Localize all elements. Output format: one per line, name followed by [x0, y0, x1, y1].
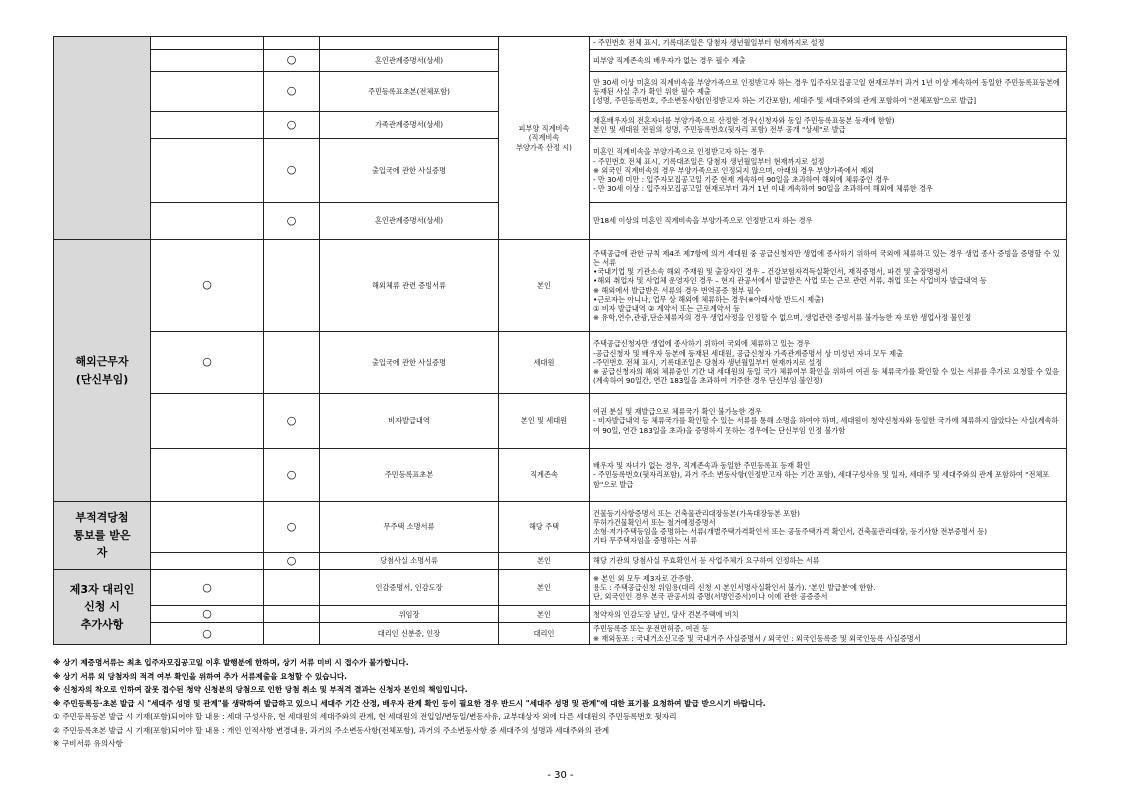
check-mark: ○ — [151, 332, 264, 394]
group-cell: 본인 — [499, 240, 590, 332]
check-mark: ○ — [151, 606, 264, 623]
document-name: 비자발급내역 — [320, 394, 499, 449]
note-5: ① 주민등록등본 발급 시 기재(포함)되어야 할 내용 : 세대 구성사유, 현 세대원의 세대주와의 관계, 현 세대원의 전입일/변동일/변동사유, 교부대상자 외에 다른 세대원의 주민등록번호 뒷자리 — [53, 712, 677, 721]
check-mark: ○ — [151, 570, 264, 606]
document-name: 인감증명서, 인감도장 — [320, 570, 499, 606]
requirement-desc: 배우자 및 자녀가 없는 경우, 직계존속과 동일한 주민등록표 등재 확인 - 주민등록번호(뒷자리포함), 과거 주소 변동사항(인정받고자 하는 기간 포함), 세대구성사유 및 일자, 세대주 및 세대주와의 관계 포함하여 "전체포함"으로 발급 — [590, 449, 1067, 502]
note-4: ※ 주민등록등·초본 발급 시 "세대주 성명 및 관계"를 생략하여 발급하고 있으니 세대주 기간 산정, 배우자 관계 확인 등이 필요한 경우 반드시 "세대주 성명 및 관계"에 대한 표기를 요청하여 발급 받으시기 바랍니다. — [53, 698, 766, 708]
requirement-desc: 해당 기관의 당첨사실 무효확인서 등 사업주체가 요구하여 인정하는 서류 — [590, 553, 1067, 570]
requirement-desc: 미혼인 직계비속을 부양가족으로 인정받고자 하는 경우 - 주민번호 전체 표시, 기록대조일은 당첨자 생년월일부터 현재까지로 설정 ※ 외국인 직계비속의 경우 부양가족으로 인정되지 않으며, 아래의 경우 부양가족에서 제외 - 만 30세 미만 : 입주자모집공고일 기준 현재 계속하여 90일을 초과하여 해외에 체류중인 경우 - 만 30세 이상 : 입주자모집공고일 현재로부터 과거 1년 이내 계속하여 90일을 초과하여 해외에 체류한 경우 — [590, 139, 1067, 203]
document-name: 주민등록표초본 — [320, 449, 499, 502]
document-name: 출입국에 관한 사실증명 — [320, 332, 499, 394]
requirement-desc: 주택공급신청자만 생업에 종사하기 위하여 국외에 체류하고 있는 경우 -공급신청자 및 배우자 등본에 등재된 세대원, 공급신청자 가족관계증명서 상 미성년 자녀 모두 제출 -주민번호 전체 표시, 기록대조일은 당첨자 생년월일부터 현재까지로 설정 ※ 공급신청자의 해외 체류중인 기간 내 세대원의 동일 국가 체류여부 확인을 위하여 여권 등 체류국가를 확인할 수 있는 서류를 추가로 요청할 수 있음(계속하여 90일간, 연간 183일을 초과하여 거주한 경우 단신부임 불인정) — [590, 332, 1067, 394]
table-row — [54, 570, 1067, 606]
table-row — [54, 394, 1067, 449]
check-mark: ○ — [264, 72, 320, 112]
category-ineligible: 부적격당첨 통보를 받은 자 — [54, 502, 151, 570]
table-row — [54, 553, 1067, 570]
requirement-desc: 만 30세 이상 미혼의 직계비속을 부양가족으로 인정받고자 하는 경우 입주자모집공고일 현재로부터 과거 1년 이상 계속하여 동일한 주민등록표등본에 등재된 사실 추가 확인 위한 필수 제출 [성명, 주민등록번호, 주소변동사항(인정받고자 하는 기간포함), 세대주 및 세대주와의 관계 포함하여 "전체포함"으로 발급] — [590, 72, 1067, 112]
check-mark: ○ — [264, 394, 320, 449]
check-mark: ○ — [151, 240, 264, 332]
requirement-desc: 피부양 직계존속의 배우자가 없는 경우 필수 제출 — [590, 50, 1067, 72]
footnotes — [53, 656, 1066, 751]
document-name: 해외체류 관련 증빙서류 — [320, 240, 499, 332]
document-name: 주민등록표초본(전체포함) — [320, 72, 499, 112]
document-name: 혼인관계증명서(상세) — [320, 203, 499, 240]
requirement-desc: 재혼배우자의 전혼자녀를 부양가족으로 산정한 경우(신청자와 동일 주민등록표등본 등재에 한함) 본인 및 세대원 전원의 성명, 주민등록번호(뒷자리 포함) 전부 공개 "상세"로 발급 — [590, 112, 1067, 139]
table-row — [54, 449, 1067, 502]
document-name: 무주택 소명서류 — [320, 502, 499, 553]
requirement-desc: - 주민번호 전체 표시, 기록대조일은 당첨자 생년월일부터 현재까지로 설정 — [590, 37, 1067, 50]
note-2: ※ 상기 서류 외 당첨자의 적격 여부 확인을 위하여 추가 서류제출을 요청할 수 있습니다. — [53, 671, 348, 681]
requirement-desc: ※ 본인 외 모두 제3자로 간주함. 용도 : 주택공급신청 위임용(대리 신청 시 본인서명사실확인서 불가). '본인 발급분'에 한함. 단, 외국인인 경우 본국 관공서의 증명(서명인증서)이나 이에 관한 공증증서 — [590, 570, 1067, 606]
category-cell-continued — [54, 37, 151, 240]
check-mark: ○ — [264, 112, 320, 139]
page-number: - 30 - — [547, 770, 574, 781]
group-cell: 대리인 — [499, 623, 590, 645]
check-mark: ○ — [264, 203, 320, 240]
table-row — [54, 502, 1067, 553]
group-cell: 해당 주택 — [499, 502, 590, 553]
check-mark: ○ — [264, 139, 320, 203]
table-row — [54, 623, 1067, 645]
group-cell: 세대원 — [499, 332, 590, 394]
table-row — [54, 332, 1067, 394]
document-table — [53, 36, 1067, 645]
check-mark: ○ — [264, 553, 320, 570]
document-name: 대리인 신분증, 인장 — [320, 623, 499, 645]
note-7: ※ 구비서류 유의사항 — [53, 739, 123, 748]
note-3: ※ 신청자의 착오로 인하여 잘못 접수된 청약 신청분의 당첨으로 인한 당첨 취소 및 부적격 결과는 신청자 본인의 책임입니다. — [53, 685, 468, 694]
requirement-desc: 주민등록증 또는 운전면허증, 여권 등 ※ 재외동포 : 국내거소신고증 및 국내거주 사실증명서 / 외국인 : 외국인등록증 및 외국인등록 사실증명서 — [590, 623, 1067, 645]
document-name: 위임장 — [320, 606, 499, 623]
category-overseas: 해외근무자 (단신부임) — [54, 240, 151, 502]
category-proxy: 제3자 대리인 신청 시 추가사항 — [54, 570, 151, 645]
check-mark: ○ — [264, 50, 320, 72]
requirement-desc: 주택공급에 관한 규칙 제4조 제7항에 의거 세대원 중 공급신청자만 생업에 종사하기 위하여 국외에 체류하고 있는 경우 생업 종사 증빙을 증명할 수 있는 서류 •국내기업 및 기관소속 해외 주재원 및 출장자인 경우 – 건강보험자격득실확인서, 재직증명서, 파견 및 출장명령서 •해외 취업자 및 사업체 운영자인 경우 – 현지 관공서에서 발급받은 사업 또는 근로 관련 서류, 취업 또는 사업비자 발급내역 등 ※ 해외에서 발급받은 서류의 경우 번역공증 첨부 필수 •근로자는 아니나, 업무 상 해외에 체류하는 경우(※아래사항 반드시 제출) ① 비자 발급내역 ② 계약서 또는 근로계약서 등 ※ 유학,연수,관광,단순체류자의 경우 생업사정을 인정할 수 없으며, 생업관련 증빙서류 불가능한 자 또한 생업사정 불인정 — [590, 240, 1067, 332]
group-cell: 본인 — [499, 553, 590, 570]
table-row — [54, 37, 1067, 50]
check-mark: ○ — [151, 623, 264, 645]
document-name: 출입국에 관한 사실증명 — [320, 139, 499, 203]
requirement-desc: 건물등기사항증명서 또는 건축물관리대장등본(가옥대장등본 포함) 무허가건물확인서 또는 철거예정증명서 소형·저가주택등임을 증명하는 서류(개별주택가격확인서 또는 공동주택가격 확인서, 건축물관리대장, 등기사항 전부증명서 등) 기타 무주택자임을 증명하는 서류 — [590, 502, 1067, 553]
check-mark: ○ — [264, 449, 320, 502]
document-name: 가족관계증명서(상세) — [320, 112, 499, 139]
table-row — [54, 240, 1067, 332]
document-name: 당첨사실 소명서류 — [320, 553, 499, 570]
group-cell: 본인 및 세대원 — [499, 394, 590, 449]
requirement-desc: 만18세 이상의 미혼인 직계비속을 부양가족으로 인정받고자 하는 경우 — [590, 203, 1067, 240]
table-row — [54, 606, 1067, 623]
requirement-desc: 청약자의 인감도장 날인, 당사 견본주택에 비치 — [590, 606, 1067, 623]
group-cell: 본인 — [499, 606, 590, 623]
note-6: ② 주민등록초본 발급 시 기재(포함)되어야 할 내용 : 개인 인적사항 변경내용, 과거의 주소변동사항(전체포함), 과거의 주소변동사항 중 세대주의 성명과 세대주와의 관계 — [53, 725, 610, 735]
note-1: ※ 상기 제증명서류는 최초 입주자모집공고일 이후 발행분에 한하며, 상기 서류 미비 시 접수가 불가합니다. — [53, 658, 409, 667]
document-name: 혼인관계증명서(상세) — [320, 50, 499, 72]
check-mark: ○ — [264, 502, 320, 553]
group-cell: 피부양 직계비속 (직계비속 부양가족 산정 시) — [499, 37, 590, 240]
requirement-desc: 여권 분실 및 재발급으로 체류국가 확인 불가능한 경우 - 비자발급내역 등 체류국가를 확인할 수 있는 서류를 통해 소명을 하여야 하며, 세대원이 청약신청자와 동일한 국가에 체류하지 않았다는 사실(계속하여 90일, 연간 183일을 초과)을 증명하지 못하는 경우에는 단신부임 인정 불가함 — [590, 394, 1067, 449]
group-cell: 직계존속 — [499, 449, 590, 502]
group-cell: 본인 — [499, 570, 590, 606]
